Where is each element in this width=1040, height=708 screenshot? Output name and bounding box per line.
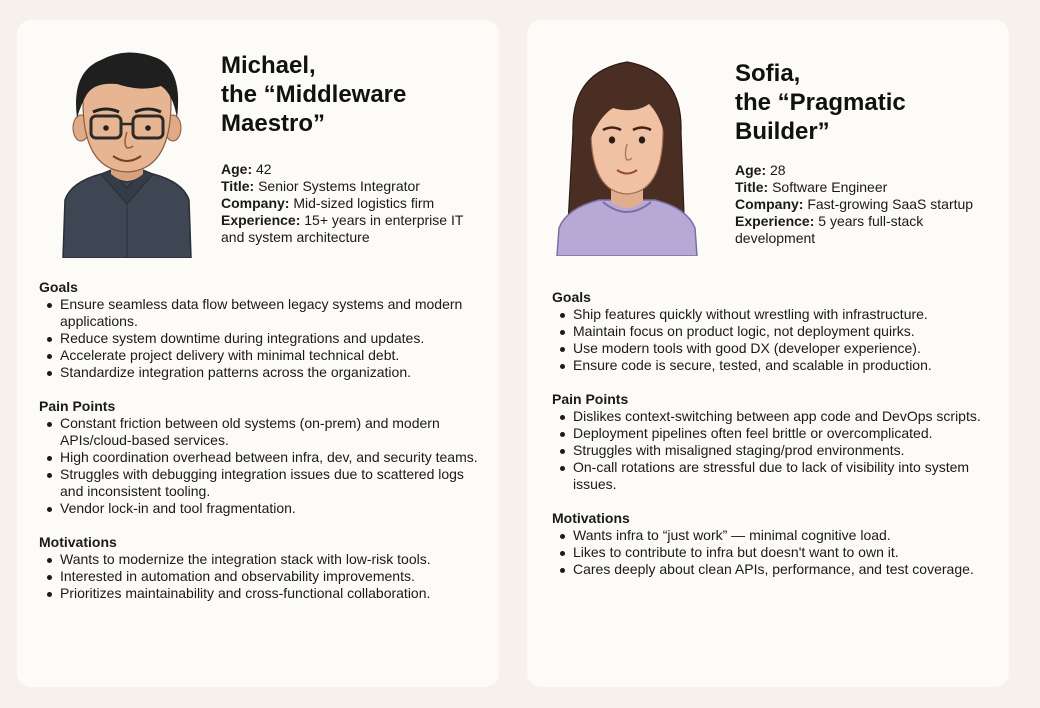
list-item: Deployment pipelines often feel brittle or overcomplicated. xyxy=(552,425,992,442)
persona-name xyxy=(735,59,1005,146)
persona-card-michael xyxy=(17,20,499,687)
persona-sections xyxy=(39,279,479,619)
list-item: Ensure seamless data flow between legacy systems and modern applications. xyxy=(39,296,479,330)
list-item: Accelerate project delivery with minimal technical debt. xyxy=(39,347,479,364)
list-item: Dislikes context-switching between app code and DevOps scripts. xyxy=(552,408,992,425)
michael-portrait-illustration xyxy=(61,32,193,258)
fact-age: Age: 28 xyxy=(735,162,786,178)
fact-company: Company: Mid-sized logistics firm xyxy=(221,195,435,211)
list-item: Struggles with debugging integration issues due to scattered logs and inconsistent tooling. xyxy=(39,466,479,500)
persona-card-sofia xyxy=(527,20,1009,687)
list-item: Vendor lock-in and tool fragmentation. xyxy=(39,500,479,517)
list-item: Constant friction between old systems (on-prem) and modern APIs/cloud-based services. xyxy=(39,415,479,449)
section-heading: Motivations xyxy=(552,510,630,526)
list-item: Ensure code is secure, tested, and scalable in production. xyxy=(552,357,992,374)
persona-name-line: Michael, xyxy=(221,52,316,79)
section-heading: Pain Points xyxy=(552,391,629,407)
persona-name-line: Sofia, xyxy=(735,60,801,87)
fact-experience: Experience: 15+ years in enterprise IT and system architecture xyxy=(221,212,464,245)
fact-company: Company: Fast-growing SaaS startup xyxy=(735,196,974,212)
list-item: High coordination overhead between infra, dev, and security teams. xyxy=(39,449,479,466)
fact-age: Age: 42 xyxy=(221,161,272,177)
list-item: Ship features quickly without wrestling with infrastructure. xyxy=(552,306,992,323)
list-item: Interested in automation and observability improvements. xyxy=(39,568,479,585)
persona-name-line: Builder” xyxy=(735,118,830,145)
persona-sections xyxy=(552,289,992,595)
persona-name-line: the “Middleware xyxy=(221,81,407,108)
fact-experience: Experience: 5 years full-stack development xyxy=(735,213,924,246)
section-pain-points xyxy=(39,398,479,517)
section-heading: Goals xyxy=(39,279,78,295)
section-heading: Goals xyxy=(552,289,591,305)
section-motivations xyxy=(552,510,992,578)
sofia-portrait-illustration xyxy=(553,52,701,256)
list-item: Use modern tools with good DX (developer experience). xyxy=(552,340,992,357)
section-heading: Motivations xyxy=(39,534,117,550)
list-item: Prioritizes maintainability and cross-functional collaboration. xyxy=(39,585,479,602)
list-item: Reduce system downtime during integrations and updates. xyxy=(39,330,479,347)
persona-name-line: the “Pragmatic xyxy=(735,89,906,116)
persona-name xyxy=(221,51,491,138)
list-item: Struggles with misaligned staging/prod environments. xyxy=(552,442,992,459)
section-goals xyxy=(552,289,992,374)
section-goals xyxy=(39,279,479,381)
list-item: Cares deeply about clean APIs, performance, and test coverage. xyxy=(552,561,992,578)
fact-title: Title: Senior Systems Integrator xyxy=(221,178,420,194)
persona-facts xyxy=(735,162,995,247)
persona-facts xyxy=(221,161,481,246)
section-motivations xyxy=(39,534,479,602)
persona-name-line: Maestro” xyxy=(221,110,326,137)
list-item: On-call rotations are stressful due to lack of visibility into system issues. xyxy=(552,459,992,493)
list-item: Wants infra to “just work” — minimal cognitive load. xyxy=(552,527,992,544)
list-item: Standardize integration patterns across the organization. xyxy=(39,364,479,381)
list-item: Maintain focus on product logic, not deployment quirks. xyxy=(552,323,992,340)
list-item: Likes to contribute to infra but doesn't want to own it. xyxy=(552,544,992,561)
section-pain-points xyxy=(552,391,992,493)
fact-title: Title: Software Engineer xyxy=(735,179,888,195)
section-heading: Pain Points xyxy=(39,398,116,414)
list-item: Wants to modernize the integration stack with low-risk tools. xyxy=(39,551,479,568)
